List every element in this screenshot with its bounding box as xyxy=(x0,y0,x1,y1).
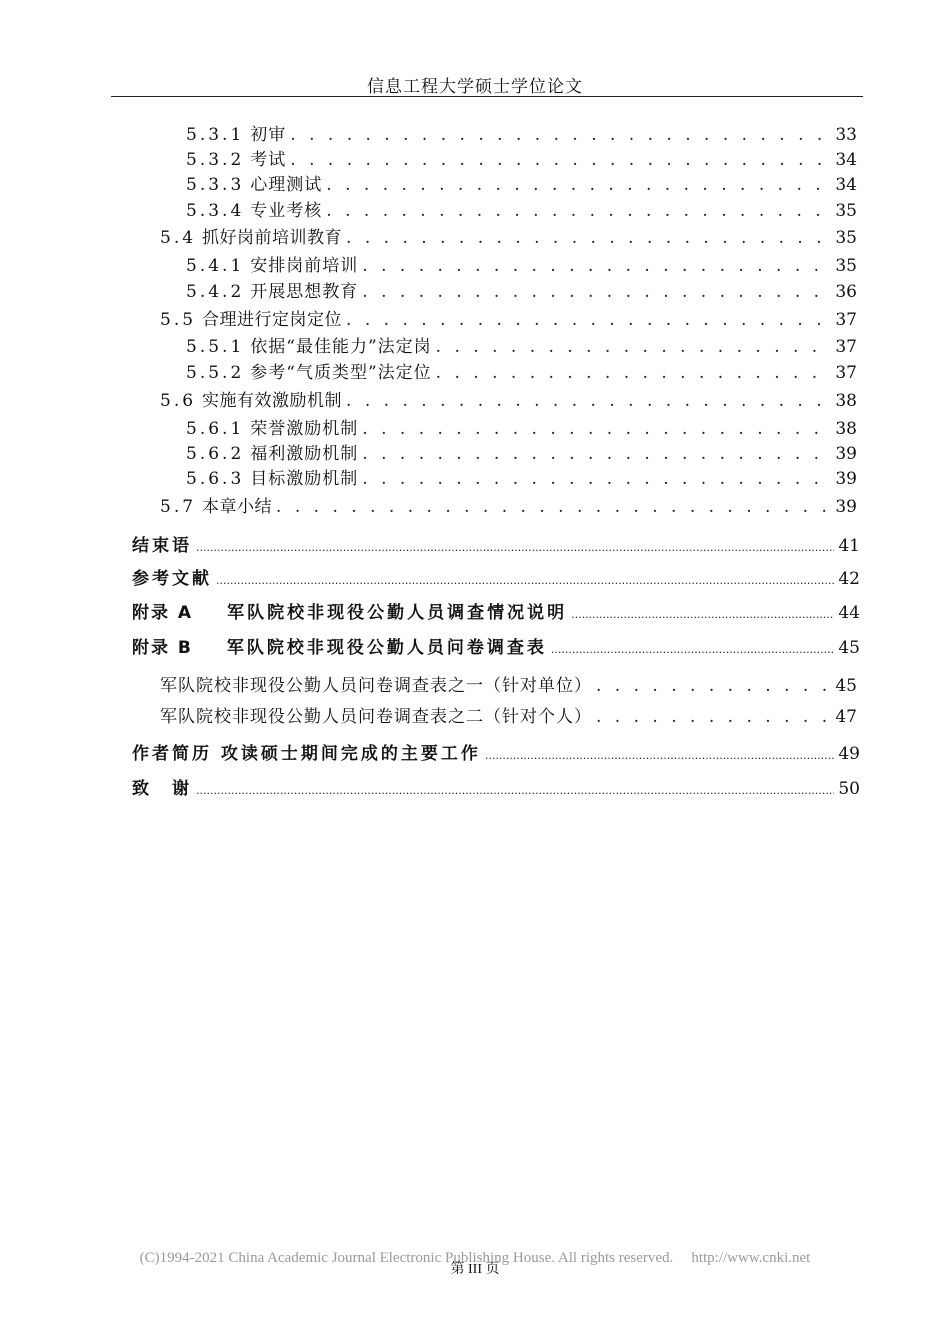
toc-entry-page: 34 xyxy=(835,150,857,170)
toc-entry[interactable] xyxy=(160,227,857,249)
toc-entry-title: 考试 xyxy=(250,150,287,170)
toc-entry-page: 36 xyxy=(835,282,857,302)
toc-entry-number: 5.3.4 xyxy=(186,201,245,221)
toc-entry[interactable] xyxy=(132,535,860,557)
toc-entry-number: 5.3.1 xyxy=(186,125,245,145)
toc-entry[interactable] xyxy=(132,602,860,624)
toc-dot-leader xyxy=(290,149,831,171)
toc-entry[interactable] xyxy=(160,706,857,728)
toc-dot-leader xyxy=(596,706,831,728)
toc-entry[interactable] xyxy=(186,336,857,358)
cnki-url: http://www.cnki.net xyxy=(691,1250,811,1266)
toc-entry[interactable] xyxy=(132,568,860,590)
toc-entry[interactable] xyxy=(186,362,857,384)
toc-entry-page: 39 xyxy=(835,497,857,517)
toc-entry[interactable] xyxy=(160,496,857,518)
toc-entry-title: 军队院校非现役公勤人员问卷调查表之一（针对单位） xyxy=(160,676,592,696)
toc-entry-number: 5.6.3 xyxy=(186,469,245,489)
toc-entry-page: 38 xyxy=(835,419,857,439)
toc-entry-number: 5.5 xyxy=(160,310,197,330)
toc-entry-number: 5.4.1 xyxy=(186,256,245,276)
toc-entry-page: 47 xyxy=(835,707,857,727)
toc-dot-leader xyxy=(436,336,832,358)
toc-entry-page: 50 xyxy=(838,779,860,799)
toc-entry-number: 5.4 xyxy=(160,228,197,248)
toc-entry-page: 33 xyxy=(835,125,857,145)
toc-dot-leader xyxy=(571,604,834,626)
toc-entry[interactable] xyxy=(160,309,857,331)
toc-entry-title: 参考“气质类型”法定位 xyxy=(250,363,432,383)
toc-dot-leader xyxy=(362,468,831,490)
toc-entry-page: 34 xyxy=(835,175,857,195)
toc-entry-page: 35 xyxy=(835,201,857,221)
toc-entry-number: 5.4.2 xyxy=(186,282,245,302)
toc-dot-leader xyxy=(362,281,831,303)
toc-entry-page: 41 xyxy=(838,536,860,556)
toc-dot-leader xyxy=(326,200,831,222)
running-header-title: 信息工程大学硕士学位论文 xyxy=(367,77,583,97)
toc-entry-page: 37 xyxy=(835,363,857,383)
toc-entry-page: 49 xyxy=(838,744,860,764)
toc-entry[interactable] xyxy=(132,743,860,765)
toc-entry-page: 35 xyxy=(835,256,857,276)
toc-entry-title: 致 谢 xyxy=(132,779,192,799)
toc-entry-number: 5.5.2 xyxy=(186,363,245,383)
toc-dot-leader xyxy=(276,496,831,518)
toc-dot-leader xyxy=(196,780,834,802)
toc-dot-leader xyxy=(485,745,834,767)
toc-entry[interactable] xyxy=(160,390,857,412)
toc-entry-page: 39 xyxy=(835,469,857,489)
toc-dot-leader xyxy=(436,362,832,384)
copyright-text: (C)1994-2021 China Academic Journal Electronic Publishing House. All rights reserved. xyxy=(139,1250,674,1266)
toc-dot-leader xyxy=(362,255,831,277)
toc-entry-page: 35 xyxy=(835,228,857,248)
toc-entry-number: 5.6 xyxy=(160,391,197,411)
toc-entry-number: 附录 A xyxy=(132,603,194,623)
toc-dot-leader xyxy=(362,443,831,465)
toc-entry-number: 5.5.1 xyxy=(186,337,245,357)
toc-dot-leader xyxy=(596,675,831,697)
toc-entry-number: 5.6.2 xyxy=(186,444,245,464)
toc-entry-title: 作者简历 攻读硕士期间完成的主要工作 xyxy=(132,744,481,764)
toc-dot-leader xyxy=(326,174,831,196)
toc-dot-leader xyxy=(551,639,834,661)
toc-entry-title: 抓好岗前培训教育 xyxy=(202,228,343,248)
toc-entry-number: 附录 B xyxy=(132,638,193,658)
toc-entry[interactable] xyxy=(186,418,857,440)
toc-entry-page: 37 xyxy=(835,310,857,330)
toc-dot-leader xyxy=(216,570,834,592)
toc-entry-title: 初审 xyxy=(250,125,287,145)
toc-entry[interactable] xyxy=(186,149,857,171)
toc-entry-title: 专业考核 xyxy=(250,201,323,221)
toc-dot-leader xyxy=(196,537,834,559)
toc-dot-leader xyxy=(346,390,831,412)
toc-entry-title: 本章小结 xyxy=(202,497,273,517)
toc-entry-title: 目标激励机制 xyxy=(250,469,359,489)
page-number: 第 III 页 xyxy=(450,1262,500,1277)
toc-entry[interactable] xyxy=(186,174,857,196)
toc-entry-title: 实施有效激励机制 xyxy=(202,391,343,411)
toc-entry-title: 开展思想教育 xyxy=(250,282,359,302)
toc-entry-page: 38 xyxy=(835,391,857,411)
toc-entry-page: 44 xyxy=(838,603,860,623)
toc-dot-leader xyxy=(290,124,831,146)
toc-entry[interactable] xyxy=(186,443,857,465)
toc-entry-page: 37 xyxy=(835,337,857,357)
toc-entry-number: 5.6.1 xyxy=(186,419,245,439)
toc-entry-title: 合理进行定岗定位 xyxy=(202,310,343,330)
toc-entry-number: 5.3.3 xyxy=(186,175,245,195)
toc-entry-title: 依据“最佳能力”法定岗 xyxy=(250,337,432,357)
toc-entry[interactable] xyxy=(132,637,860,659)
toc-entry-title: 安排岗前培训 xyxy=(250,256,359,276)
toc-entry-title: 结束语 xyxy=(132,536,192,556)
toc-entry-title: 军队院校非现役公勤人员问卷调查表 xyxy=(226,638,547,658)
toc-dot-leader xyxy=(362,418,831,440)
toc-entry[interactable] xyxy=(160,675,857,697)
toc-entry-title: 荣誉激励机制 xyxy=(250,419,359,439)
toc-dot-leader xyxy=(346,309,831,331)
toc-entry-page: 42 xyxy=(838,569,860,589)
toc-entry[interactable] xyxy=(186,255,857,277)
toc-entry[interactable] xyxy=(186,281,857,303)
toc-entry-title: 参考文献 xyxy=(132,569,212,589)
toc-entry[interactable] xyxy=(186,468,857,490)
toc-entry-number: 5.7 xyxy=(160,497,197,517)
toc-entry[interactable] xyxy=(132,778,860,800)
toc-entry-title: 军队院校非现役公勤人员问卷调查表之二（针对个人） xyxy=(160,707,592,727)
toc-entry-number: 5.3.2 xyxy=(186,150,245,170)
toc-entry[interactable] xyxy=(186,124,857,146)
toc-entry-page: 39 xyxy=(835,444,857,464)
toc-dot-leader xyxy=(346,227,831,249)
toc-entry-page: 45 xyxy=(835,676,857,696)
toc-entry-title: 军队院校非现役公勤人员调查情况说明 xyxy=(227,603,568,623)
toc-entry-page: 45 xyxy=(838,638,860,658)
toc-entry-title: 福利激励机制 xyxy=(250,444,359,464)
toc-entry[interactable] xyxy=(186,200,857,222)
toc-entry-title: 心理测试 xyxy=(250,175,323,195)
